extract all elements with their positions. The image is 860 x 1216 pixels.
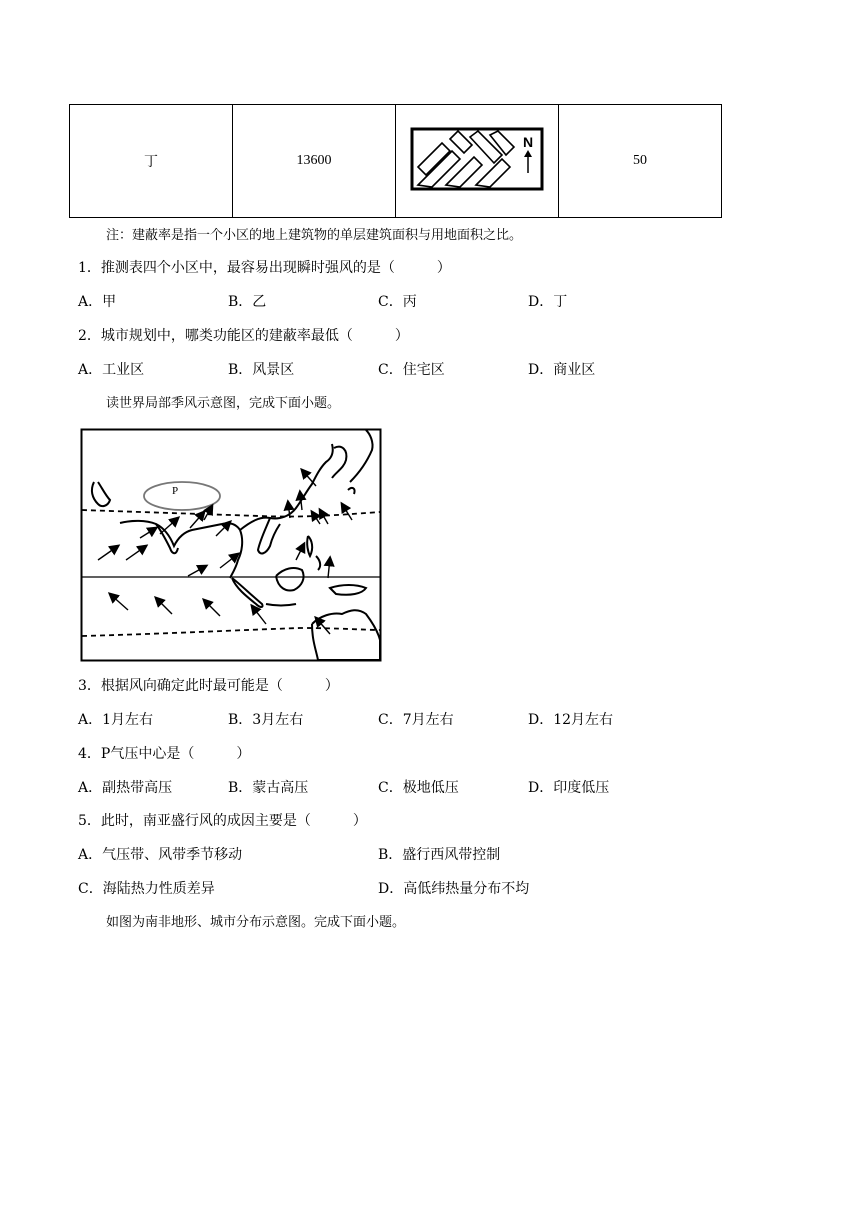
community-table (69, 104, 722, 218)
q5-option-a[interactable]: A．气压带、风带季节移动 (78, 847, 243, 863)
q3-option-d[interactable]: D．12月左右 (528, 712, 614, 728)
q1-option-a[interactable]: A．甲 (78, 294, 117, 310)
q5-option-b[interactable]: B．盛行西风带控制 (378, 847, 501, 863)
q2-option-c[interactable]: C．住宅区 (378, 362, 445, 378)
cell-area: 13600 (233, 105, 396, 218)
cell-community-name: 丁 (70, 105, 233, 218)
q1-option-c[interactable]: C．丙 (378, 294, 417, 310)
q5-option-d[interactable]: D．高低纬热量分布不均 (378, 881, 530, 897)
monsoon-map (80, 428, 382, 662)
q2-option-a[interactable]: A．工业区 (78, 362, 145, 378)
building-layout-diagram (410, 127, 544, 191)
q3-option-c[interactable]: C．7月左右 (378, 712, 454, 728)
intro-africa: 如图为南非地形、城市分布示意图。完成下面小题。 (106, 915, 406, 930)
q4-option-d[interactable]: D．印度低压 (528, 780, 610, 796)
table-row (70, 105, 722, 218)
q4-option-b[interactable]: B．蒙古高压 (228, 780, 309, 796)
question-2: 2．城市规划中，哪类功能区的建蔽率最低（ ） (78, 328, 409, 344)
q4-option-c[interactable]: C．极地低压 (378, 780, 459, 796)
q2-option-d[interactable]: D．商业区 (528, 362, 596, 378)
north-label: N (522, 133, 534, 150)
question-5: 5．此时，南亚盛行风的成因主要是（ ） (78, 813, 367, 829)
q1-option-b[interactable]: B．乙 (228, 294, 267, 310)
q3-option-b[interactable]: B．3月左右 (228, 712, 304, 728)
q2-option-b[interactable]: B．风景区 (228, 362, 295, 378)
pressure-center-label: P (172, 485, 179, 497)
cell-coverage-rate: 50 (559, 105, 722, 218)
question-1: 1．推测表四个小区中，最容易出现瞬时强风的是（ ） (78, 260, 451, 276)
cell-layout-diagram (396, 105, 559, 218)
question-3: 3．根据风向确定此时最可能是（ ） (78, 678, 339, 694)
question-4: 4．P气压中心是（ ） (78, 746, 251, 762)
q3-option-a[interactable]: A．1月左右 (78, 712, 154, 728)
q1-option-d[interactable]: D．丁 (528, 294, 568, 310)
intro-monsoon: 读世界局部季风示意图，完成下面小题。 (106, 396, 341, 411)
q5-option-c[interactable]: C．海陆热力性质差异 (78, 881, 215, 897)
q4-option-a[interactable]: A．副热带高压 (78, 780, 173, 796)
table-note: 注：建蔽率是指一个小区的地上建筑物的单层建筑面积与用地面积之比。 (106, 228, 523, 243)
